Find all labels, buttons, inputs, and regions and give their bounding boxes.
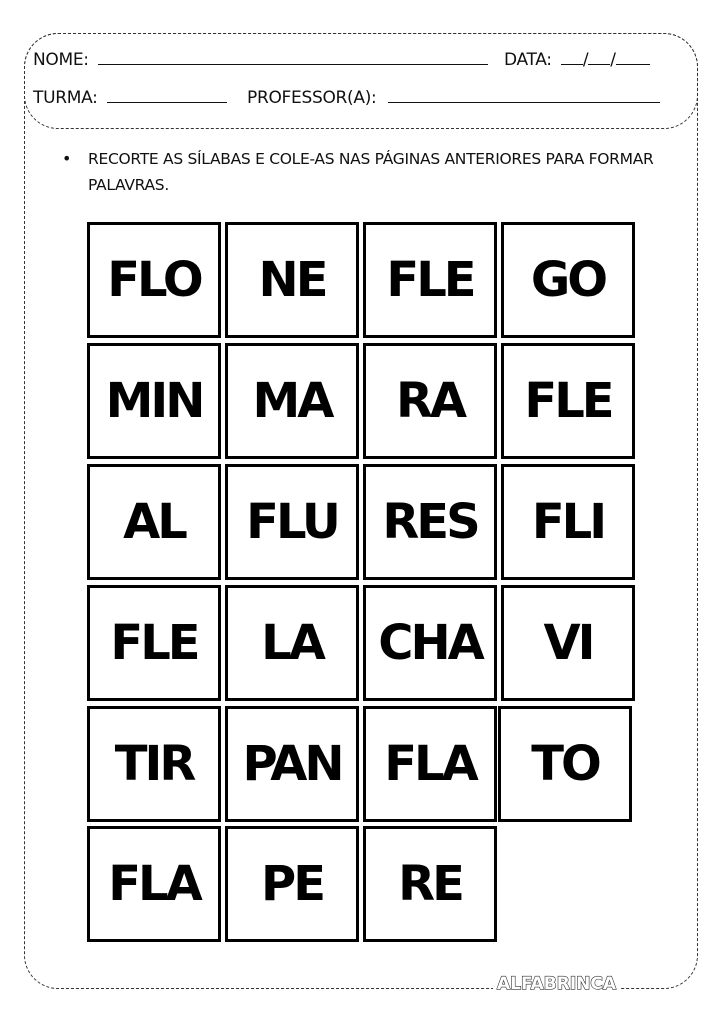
syllable-card[interactable]: FLA <box>363 706 497 822</box>
syllable-card[interactable]: PE <box>225 826 359 942</box>
class-field[interactable] <box>107 86 227 103</box>
teacher-row <box>247 86 660 108</box>
syllable-card[interactable]: FLE <box>87 585 221 701</box>
syllable-card[interactable]: FLO <box>87 222 221 338</box>
instruction-text: RECORTE AS SÍLABAS E COLE-AS NAS PÁGINAS ANTERIORES PARA FORMAR PALAVRAS. <box>88 150 654 194</box>
syllable-card[interactable]: MA <box>225 343 359 459</box>
syllable-card[interactable]: MIN <box>87 343 221 459</box>
syllable-card[interactable]: GO <box>501 222 635 338</box>
class-label: TURMA: <box>33 88 98 108</box>
brand-logo: ALFABRINCA <box>493 974 620 994</box>
syllable-card[interactable]: TIR <box>87 706 221 822</box>
date-field[interactable]: / / <box>561 48 650 70</box>
instruction <box>62 146 662 198</box>
syllable-card[interactable]: FLA <box>87 826 221 942</box>
teacher-field[interactable] <box>388 86 660 103</box>
syllable-card[interactable]: FLE <box>501 343 635 459</box>
syllable-card[interactable]: VI <box>501 585 635 701</box>
syllable-card[interactable]: AL <box>87 464 221 580</box>
syllable-card[interactable]: FLE <box>363 222 497 338</box>
syllable-card[interactable]: LA <box>225 585 359 701</box>
date-row <box>504 48 650 70</box>
syllable-card[interactable]: RES <box>363 464 497 580</box>
syllable-card[interactable]: FLI <box>501 464 635 580</box>
date-label: DATA: <box>504 50 552 70</box>
syllable-card[interactable]: RA <box>363 343 497 459</box>
syllable-card[interactable]: NE <box>225 222 359 338</box>
bullet-icon: • <box>62 149 72 168</box>
name-label: NOME: <box>33 50 89 70</box>
name-field[interactable] <box>98 48 488 65</box>
syllable-card[interactable]: PAN <box>225 706 359 822</box>
syllable-card[interactable]: CHA <box>363 585 497 701</box>
teacher-label: PROFESSOR(A): <box>247 88 377 108</box>
class-row <box>33 86 227 108</box>
name-row <box>33 48 488 70</box>
syllable-card[interactable]: FLU <box>225 464 359 580</box>
syllable-card[interactable]: TO <box>498 706 632 822</box>
syllable-card[interactable]: RE <box>363 826 497 942</box>
